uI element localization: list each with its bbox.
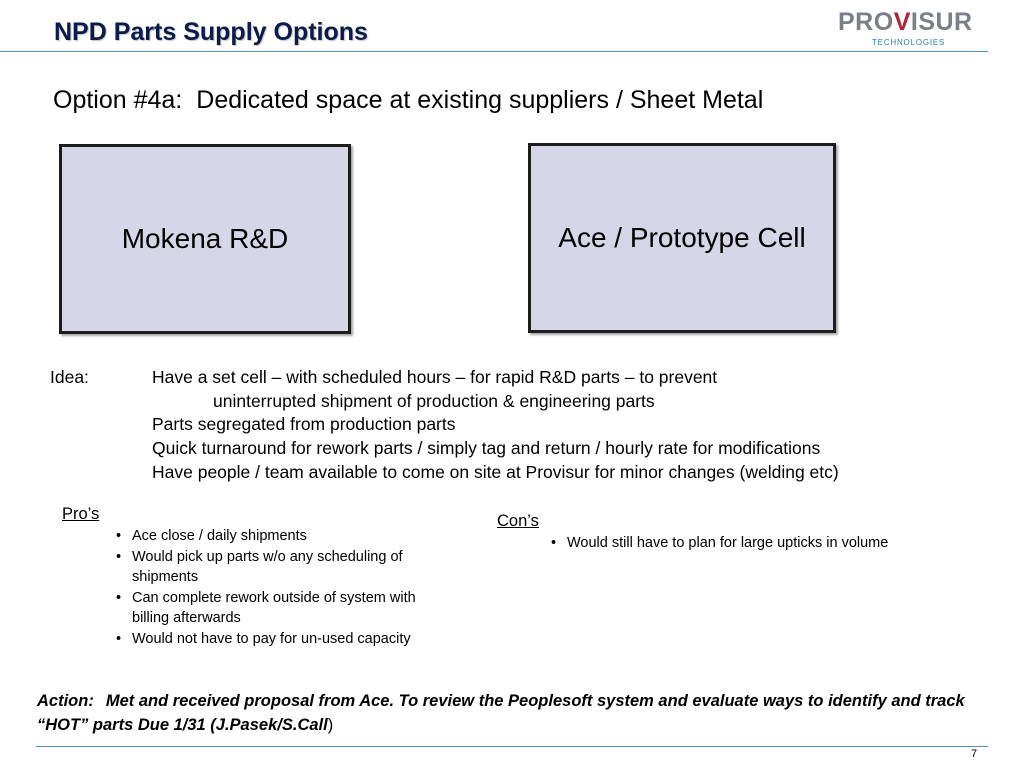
action-closing: ) [327, 715, 334, 734]
list-item: • Would still have to plan for large upticks in volume [549, 533, 899, 554]
footer-divider [36, 746, 988, 747]
list-item: • Ace close / daily shipments [114, 526, 444, 547]
idea-label: Idea: [50, 367, 89, 387]
slide-title: NPD Parts Supply Options [54, 18, 368, 46]
idea-line: Have a set cell – with scheduled hours – for rapid R&D parts – to prevent [152, 367, 718, 387]
idea-line: Have people / team available to come on site at Provisur for minor changes (welding etc) [152, 461, 839, 482]
cons-heading: Con’s [497, 512, 539, 530]
logo-wordmark-v-mark: V [893, 8, 911, 36]
subtitle-label: Option #4a: [53, 86, 183, 114]
action-note [37, 690, 1012, 737]
action-label: Action: [37, 692, 94, 710]
list-item: • Would pick up parts w/o any scheduling of shipments [114, 547, 444, 588]
box-label: Ace / Prototype Cell [558, 222, 806, 253]
pros-heading: Pro’s [62, 505, 100, 523]
list-item: • Can complete rework outside of system with billing afterwards [114, 588, 444, 629]
pros-list [114, 526, 444, 649]
logo-wordmark-part-1: PRO [838, 8, 894, 36]
logo-tagline: TECHNOLOGIES [872, 38, 946, 47]
logo-wordmark [838, 8, 973, 37]
logo-wordmark-part-2: ISUR [910, 8, 973, 36]
provisur-logo [838, 6, 986, 50]
ace-prototype-cell-box [528, 143, 836, 333]
action-text: Met and received proposal from Ace. To review the Peoplesoft system and evaluate ways to identify and track “HOT” parts Due 1/31 (J.Pasek/S.Call [37, 692, 965, 734]
subtitle-text: Dedicated space at existing suppliers / Sheet Metal [196, 86, 764, 114]
idea-line: uninterrupted shipment of production & engineering parts [213, 390, 655, 411]
mokena-rd-box [59, 144, 351, 334]
list-item: • Would not have to pay for un-used capacity [114, 629, 444, 650]
idea-line: Quick turnaround for rework parts / simply tag and return / hourly rate for modifications [152, 438, 821, 459]
idea-line: Parts segregated from production parts [152, 414, 456, 435]
cons-list [549, 533, 899, 554]
page-number: 7 [971, 748, 978, 760]
slide-subtitle [53, 86, 763, 115]
header-divider [0, 51, 988, 52]
idea-lines [152, 366, 972, 485]
box-label: Mokena R&D [121, 223, 289, 254]
